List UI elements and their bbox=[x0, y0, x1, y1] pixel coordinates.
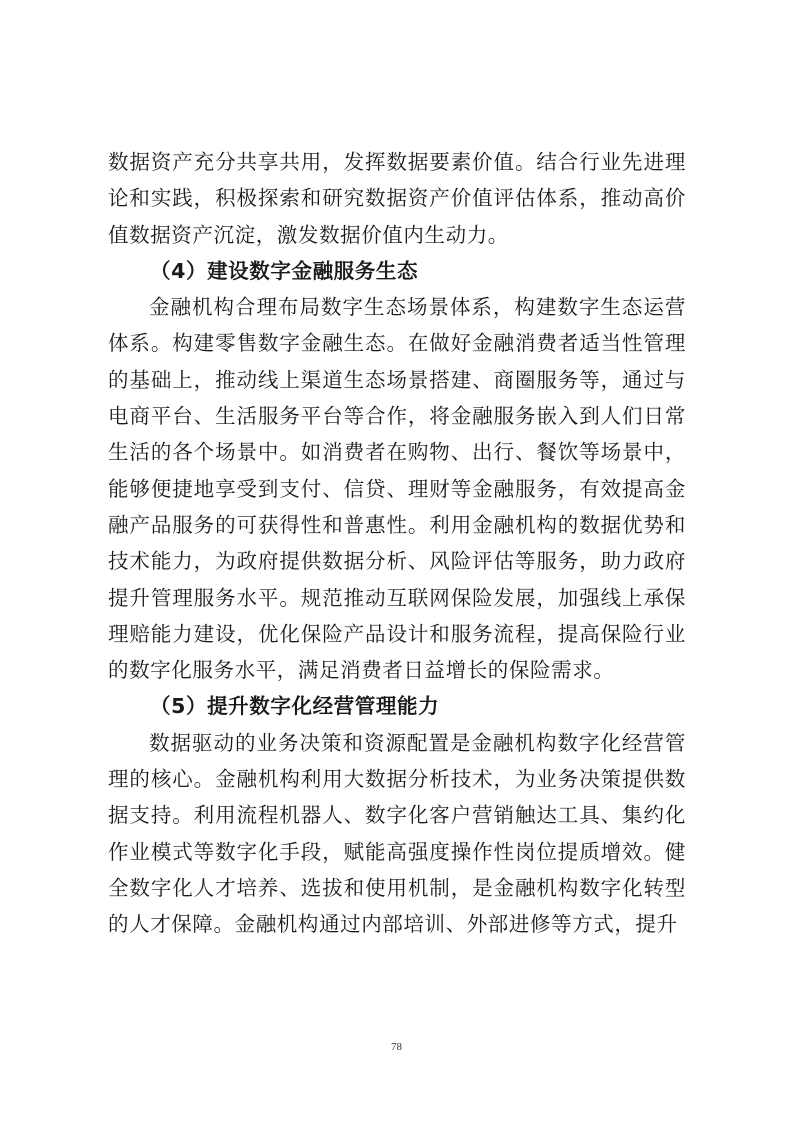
page-content bbox=[108, 144, 686, 943]
page-number: 78 bbox=[391, 1041, 402, 1053]
section-heading-5: （5）提升数字化经营管理能力 bbox=[150, 694, 440, 719]
section-5-paragraph: 数据驱动的业务决策和资源配置是金融机构数字化经营管理的核心。金融机构利用大数据分析技术，为业务决策提供数据支持。利用流程机器人、数字化客户营销触达工具、集约化作业模式等数字化手段，赋能高强度操作性岗位提质增效。健全数字化人才培养、选拔和使用机制，是金融机构数字化转型的人才保障。金融机构通过内部培训、外部进修等方式，提升 bbox=[108, 730, 686, 937]
section-heading-4: （4）建设数字金融服务生态 bbox=[150, 258, 419, 283]
section-4-paragraph: 金融机构合理布局数字生态场景体系，构建数字生态运营体系。构建零售数字金融生态。在做好金融消费者适当性管理的基础上，推动线上渠道生态场景搭建、商圈服务等，通过与电商平台、生活服务平台等合作，将金融服务嵌入到人们日常生活的各个场景中。如消费者在购物、出行、餐饮等场景中，能够便捷地享受到支付、信贷、理财等金融服务，有效提高金融产品服务的可获得性和普惠性。利用金融机构的数据优势和技术能力，为政府提供数据分析、风险评估等服务，助力政府提升管理服务水平。规范推动互联网保险发展，加强线上承保理赔能力建设，优化保险产品设计和服务流程，提高保险行业的数字化服务水平，满足消费者日益增长的保险需求。 bbox=[108, 295, 686, 683]
continued-paragraph: 数据资产充分共享共用，发挥数据要素价值。结合行业先进理论和实践，积极探索和研究数据资产价值评估体系，推动高价值数据资产沉淀，激发数据价值内生动力。 bbox=[108, 150, 686, 247]
